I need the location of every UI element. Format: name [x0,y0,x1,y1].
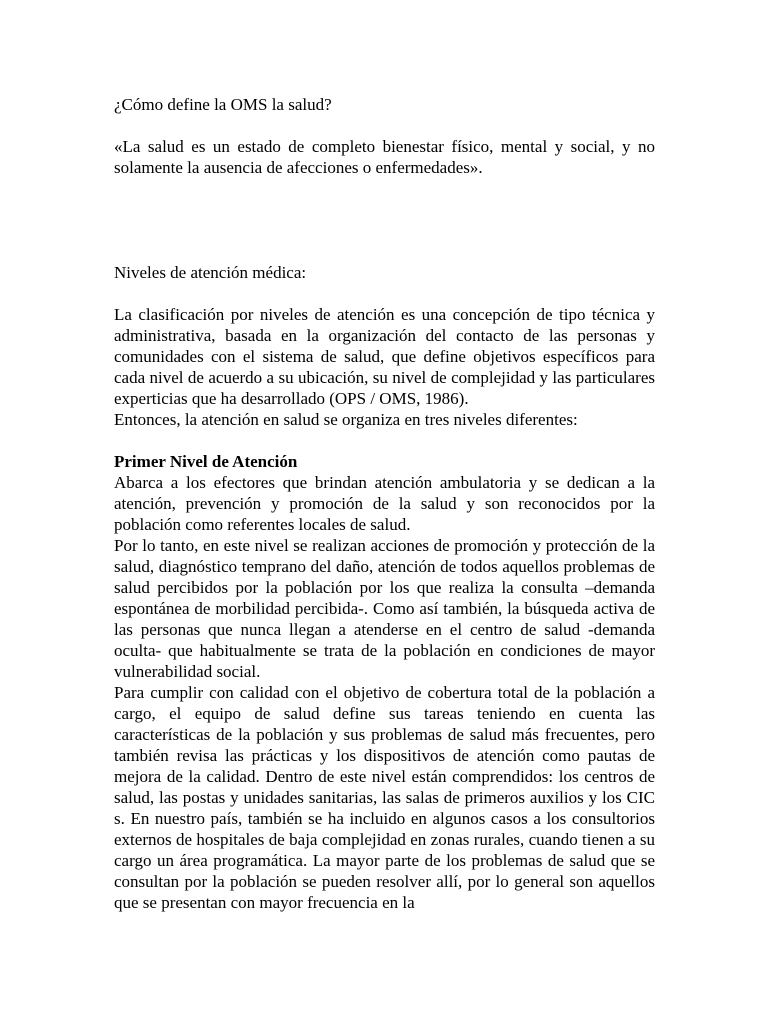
first-level-heading: Primer Nivel de Atención [114,452,298,471]
classification-paragraph: La clasificación por niveles de atención es una concepción de tipo técnica y administrativa, basada en la organización del contacto de las personas y comunidades con el sistema de salud, que define objetivos específicos para cada nivel de acuerdo a su ubicación, su nivel de complejidad y las particulares experticias que ha desarrollado (OPS / OMS, 1986). [114,305,655,408]
document-body [114,94,655,913]
question-line: ¿Cómo define la OMS la salud? [114,95,332,114]
first-level-paragraph-3: Para cumplir con calidad con el objetivo de cobertura total de la población a cargo, el equipo de salud define sus tareas teniendo en cuenta las características de la población y sus problemas de salud más frecuentes, pero también revisa las prácticas y los dispositivos de atención como pautas de mejora de la calidad. Dentro de este nivel están comprendidos: los centros de salud, las postas y unidades sanitarias, las salas de primeros auxilios y los CIC s. En nuestro país, también se ha incluido en algunos casos a los consultorios externos de hospitales de baja complejidad en zonas rurales, cuando tienen a su cargo un área programática. La mayor parte de los problemas de salud que se consultan por la población se pueden resolver allí, por lo general son aquellos que se presentan con mayor frecuencia en la [114,683,655,912]
levels-title: Niveles de atención médica: [114,263,307,282]
first-level-paragraph-2: Por lo tanto, en este nivel se realizan acciones de promoción y protección de la salud, diagnóstico temprano del daño, atención de todos aquellos problemas de salud percibidos por la población por los que realiza la consulta –demanda espontánea de morbilidad percibida-. Como así también, la búsqueda activa de las personas que nunca llegan a atenderse en el centro de salud -demanda oculta- que habitualmente se trata de la población en condiciones de mayor vulnerabilidad social. [114,536,655,681]
who-definition-quote: «La salud es un estado de completo bienestar físico, mental y social, y no solamente la ausencia de afecciones o enfermedades». [114,137,655,177]
organization-sentence: Entonces, la atención en salud se organiza en tres niveles diferentes: [114,410,578,429]
first-level-paragraph-1: Abarca a los efectores que brindan atención ambulatoria y se dedican a la atención, prevención y promoción de la salud y son reconocidos por la población como referentes locales de salud. [114,473,655,534]
